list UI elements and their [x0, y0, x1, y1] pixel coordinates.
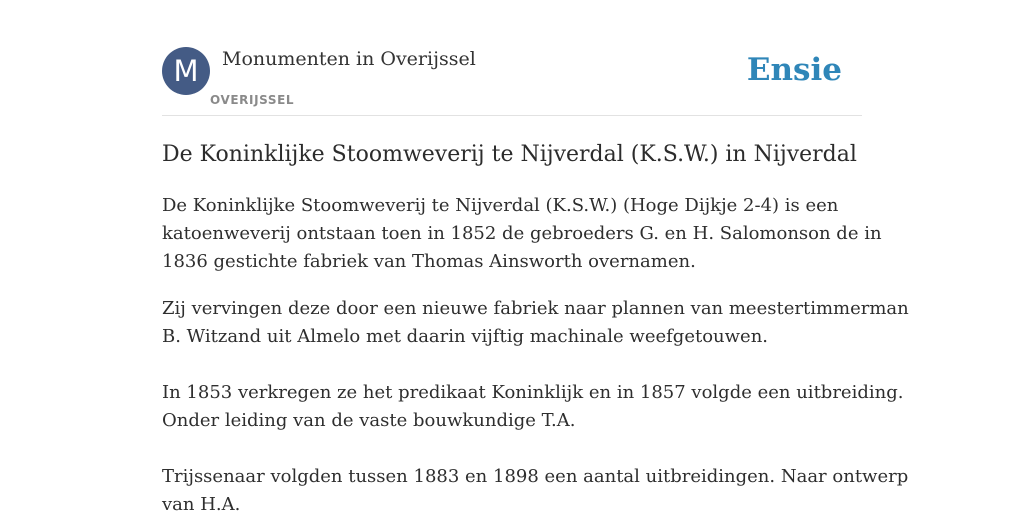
text-line: 1836 gestichte fabriek van Thomas Ainsworth overnamen. — [162, 251, 696, 272]
source-title[interactable]: Monumenten in Overijssel — [222, 48, 476, 70]
text-line: De Koninklijke Stoomweverij te Nijverdal (K.S.W.) (Hoge Dijkje 2-4) is een — [162, 195, 839, 216]
source-header — [162, 46, 862, 116]
text-line: In 1853 verkregen ze het predikaat Koninklijk en in 1857 volgde een uitbreiding. — [162, 382, 904, 403]
ensie-logo[interactable]: Ensie — [746, 52, 842, 88]
article-body — [162, 192, 909, 512]
article-paragraph — [162, 295, 909, 351]
article-paragraph — [162, 379, 904, 435]
header-divider — [162, 115, 862, 116]
article-paragraph — [162, 192, 882, 276]
text-line: katoenweverij ontstaan toen in 1852 de gebroeders G. en H. Salomonson de in — [162, 223, 882, 244]
article-title: De Koninklijke Stoomweverij te Nijverdal (K.S.W.) in Nijverdal — [162, 142, 857, 167]
text-line: Onder leiding van de vaste bouwkundige T.A. — [162, 410, 576, 431]
text-line: Zij vervingen deze door een nieuwe fabriek naar plannen van meestertimmerman — [162, 298, 909, 319]
text-line: van H.A. — [162, 494, 241, 512]
article-paragraph — [162, 463, 909, 512]
text-line: B. Witzand uit Almelo met daarin vijftig machinale weefgetouwen. — [162, 326, 769, 347]
source-category-label[interactable]: OVERIJSSEL — [210, 93, 295, 107]
text-line: Trijssenaar volgden tussen 1883 en 1898 een aantal uitbreidingen. Naar ontwerp — [162, 466, 909, 487]
source-avatar[interactable]: M — [162, 47, 210, 95]
